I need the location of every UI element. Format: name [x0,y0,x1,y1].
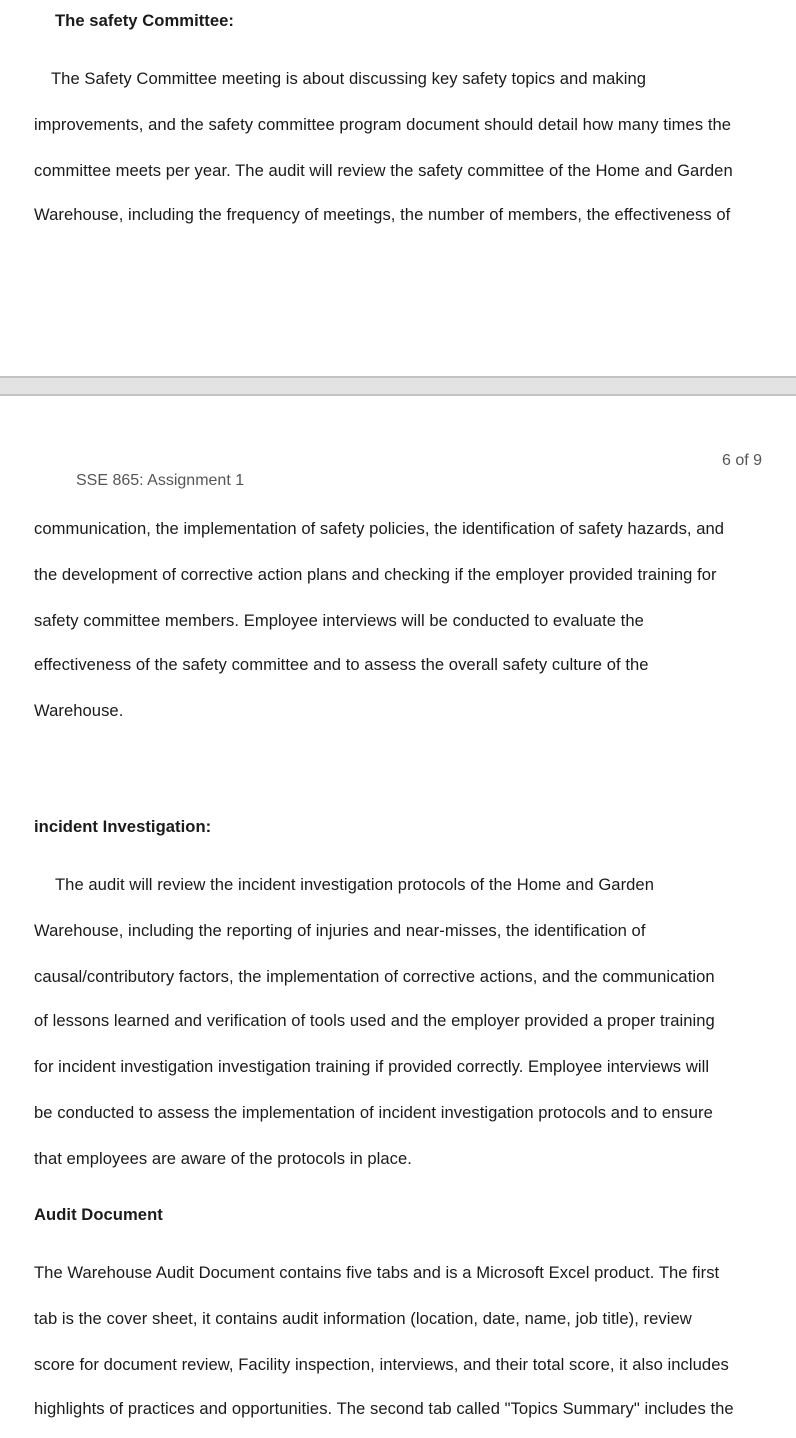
running-header-title: SSE 865: Assignment 1 [76,472,245,489]
paragraph-line: Warehouse. [34,701,124,720]
paragraph-line: The Warehouse Audit Document contains five tabs and is a Microsoft Excel product. The first [34,1263,720,1282]
section-heading-incident-investigation: incident Investigation: [34,817,212,836]
paragraph-line: safety committee members. Employee interviews will be conducted to evaluate the [34,611,644,630]
paragraph-line: committee meets per year. The audit will review the safety committee of the Home and Garden [34,161,733,180]
section-heading-audit-document: Audit Document [34,1205,163,1224]
paragraph-line: communication, the implementation of safety policies, the identification of safety hazards, and [34,519,725,538]
paragraph-line: improvements, and the safety committee program document should detail how many times the [34,115,732,134]
paragraph-line: of lessons learned and verification of tools used and the employer provided a proper training [34,1011,715,1030]
paragraph-line: The audit will review the incident investigation protocols of the Home and Garden [55,875,654,894]
page-number: 6 of 9 [721,452,762,469]
paragraph-line: effectiveness of the safety committee and to assess the overall safety culture of the [34,655,649,674]
paragraph-line: be conducted to assess the implementation of incident investigation protocols and to ensure [34,1103,713,1122]
paragraph-line: causal/contributory factors, the implementation of corrective actions, and the communication [34,967,715,986]
paragraph-line: Warehouse, including the frequency of meetings, the number of members, the effectiveness of [34,205,731,224]
paragraph-line: the development of corrective action plans and checking if the employer provided training for [34,565,717,584]
paragraph-line: tab is the cover sheet, it contains audit information (location, date, name, job title), review [34,1309,692,1328]
page-break-divider [0,376,796,396]
paragraph-line: highlights of practices and opportunities. The second tab called "Topics Summary" includes the [34,1399,734,1418]
paragraph-line: score for document review, Facility inspection, interviews, and their total score, it also includes [34,1355,729,1374]
paragraph-line: Warehouse, including the reporting of injuries and near-misses, the identification of [34,921,646,940]
paragraph-line: The Safety Committee meeting is about discussing key safety topics and making [51,69,647,88]
paragraph-line: that employees are aware of the protocols in place. [34,1149,412,1168]
paragraph-line: for incident investigation investigation training if provided correctly. Employee interviews will [34,1057,710,1076]
section-heading-safety-committee: The safety Committee: [55,11,235,30]
